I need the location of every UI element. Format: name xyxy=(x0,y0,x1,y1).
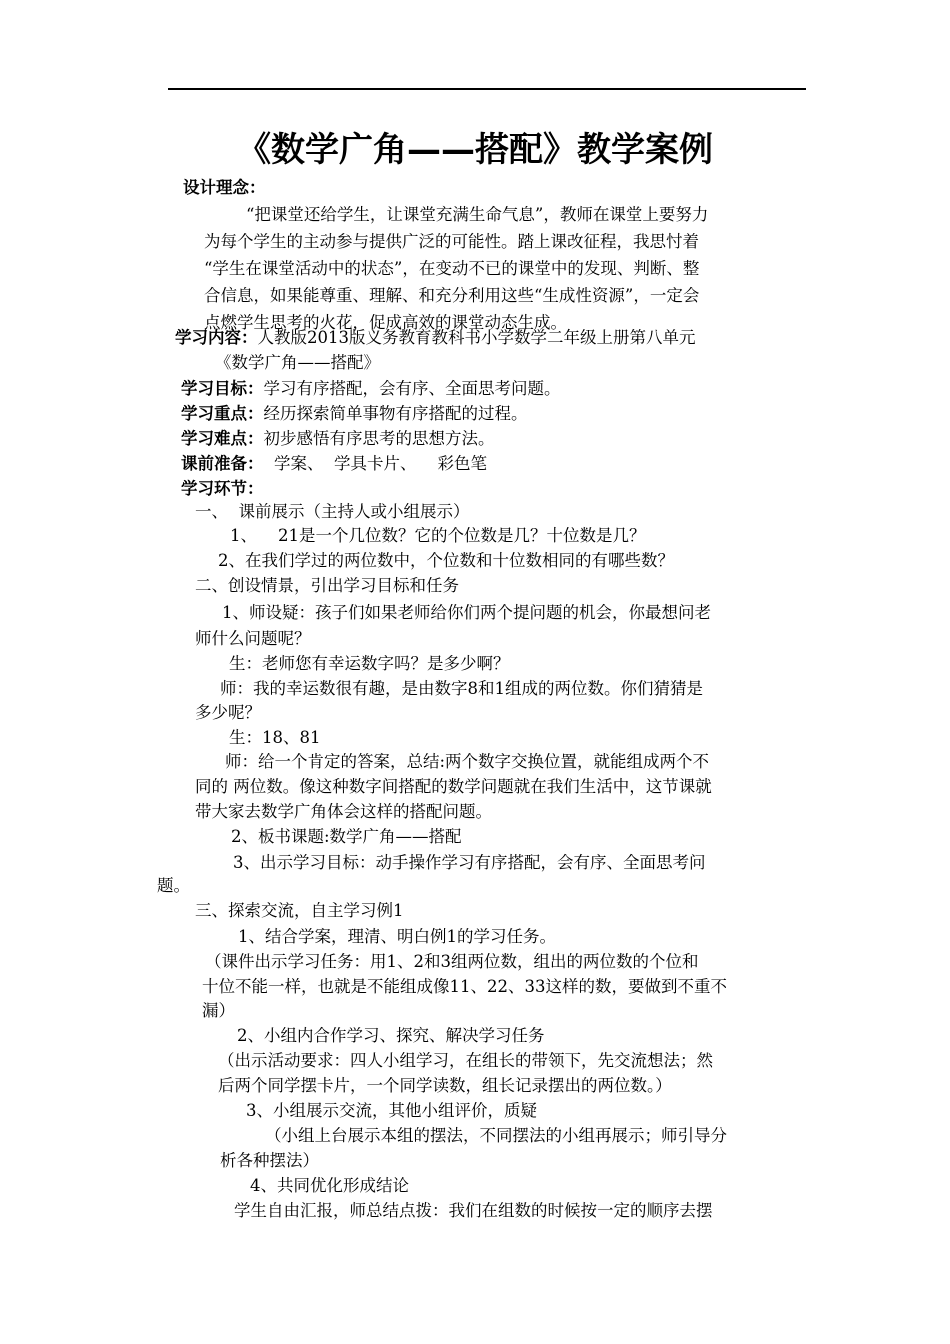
body-line-16: 题。 xyxy=(157,876,190,895)
design-label: 设计理念： xyxy=(183,178,266,197)
body-line-7: 生：老师您有幸运数字吗？是多少啊？ xyxy=(229,654,510,673)
goal-text: 学习有序搭配，会有序、全面思考问题。 xyxy=(263,379,561,398)
body-line-27: 析各种摆法） xyxy=(220,1151,319,1170)
content-text-2: 《数学广角——搭配》 xyxy=(215,353,380,372)
design-line-1: “把课堂还给学生，让课堂充满生命气息”，教师在课堂上要努力 xyxy=(246,205,709,224)
body-line-13: 带大家去数学广角体会这样的搭配问题。 xyxy=(195,802,492,821)
key-row xyxy=(181,402,528,426)
goal-row xyxy=(181,377,561,401)
body-line-28: 4、共同优化形成结论 xyxy=(250,1176,409,1195)
body-line-14: 2、板书课题:数学广角——搭配 xyxy=(231,827,462,846)
prep-text: 学案、 学具卡片、 彩色笔 xyxy=(263,454,487,473)
content-label: 学习内容： xyxy=(175,328,258,347)
body-line-22: 2、小组内合作学习、探究、解决学习任务 xyxy=(237,1026,545,1045)
body-line-2: 1、 21是一个几位数？它的个位数是几？十位数是几？ xyxy=(230,526,646,545)
steps-label: 学习环节： xyxy=(181,479,264,498)
body-line-12: 同的 两位数。像这种数字间搭配的数学问题就在我们生活中，这节课就 xyxy=(195,777,712,796)
body-line-25: 3、小组展示交流，其他小组评价，质疑 xyxy=(246,1101,537,1120)
body-line-21: 漏） xyxy=(202,1001,235,1020)
body-line-17: 三、探索交流，自主学习例1 xyxy=(195,901,404,920)
header-rule xyxy=(168,88,806,90)
body-line-4: 二、创设情景，引出学习目标和任务 xyxy=(195,576,459,595)
body-line-26: （小组上台展示本组的摆法，不同摆法的小组再展示；师引导分 xyxy=(265,1126,727,1145)
body-line-8: 师：我的幸运数很有趣，是由数字8和1组成的两位数。你们猜猜是 xyxy=(220,679,703,698)
content-row xyxy=(175,326,696,350)
difficulty-text: 初步感悟有序思考的思想方法。 xyxy=(263,429,495,448)
body-line-20: 十位不能一样，也就是不能组成像11、22、33这样的数，要做到不重不 xyxy=(202,977,727,996)
document-title: 《数学广角——搭配》教学案例 xyxy=(237,130,713,170)
body-line-29: 学生自由汇报，师总结点拨：我们在组数的时候按一定的顺序去摆 xyxy=(234,1201,713,1220)
body-line-1: 一、 课前展示（主持人或小组展示） xyxy=(195,502,470,521)
body-line-24: 后两个同学摆卡片，一个同学读数，组长记录摆出的两位数。） xyxy=(218,1076,672,1095)
prep-row xyxy=(181,452,487,476)
difficulty-row xyxy=(181,427,495,451)
body-line-6: 师什么问题呢？ xyxy=(195,629,311,648)
design-line-4: 合信息，如果能尊重、理解、和充分利用这些“生成性资源”，一定会 xyxy=(204,286,700,305)
body-line-3: 2、在我们学过的两位数中，个位数和十位数相同的有哪些数？ xyxy=(218,551,674,570)
prep-label: 课前准备： xyxy=(181,454,264,473)
body-line-5: 1、师设疑：孩子们如果老师给你们两个提问题的机会，你最想问老 xyxy=(222,603,711,622)
body-line-19: （课件出示学习任务：用1、2和3组两位数，组出的两位数的个位和 xyxy=(205,952,699,971)
design-line-2: 为每个学生的主动参与提供广泛的可能性。踏上课改征程，我思忖着 xyxy=(204,232,699,251)
content-text: 人教版2013版义务教育教科书小学数学二年级上册第八单元 xyxy=(257,328,696,347)
body-line-23: （出示活动要求：四人小组学习，在组长的带领下，先交流想法；然 xyxy=(218,1051,713,1070)
design-line-5: 点燃学生思考的火花，促成高效的课堂动态生成。 xyxy=(204,313,567,332)
key-text: 经历探索简单事物有序搭配的过程。 xyxy=(263,404,528,423)
body-line-15: 3、出示学习目标：动手操作学习有序搭配，会有序、全面思考问 xyxy=(233,853,706,872)
body-line-11: 师：给一个肯定的答案，总结:两个数字交换位置，就能组成两个不 xyxy=(225,752,710,771)
body-line-9: 多少呢？ xyxy=(195,703,261,722)
body-line-10: 生：18、81 xyxy=(229,728,321,747)
key-label: 学习重点： xyxy=(181,404,264,423)
body-line-18: 1、结合学案，理清、明白例1的学习任务。 xyxy=(238,927,556,946)
difficulty-label: 学习难点： xyxy=(181,429,264,448)
design-line-3: “学生在课堂活动中的状态”，在变动不已的课堂中的发现、判断、整 xyxy=(204,259,700,278)
goal-label: 学习目标： xyxy=(181,379,264,398)
